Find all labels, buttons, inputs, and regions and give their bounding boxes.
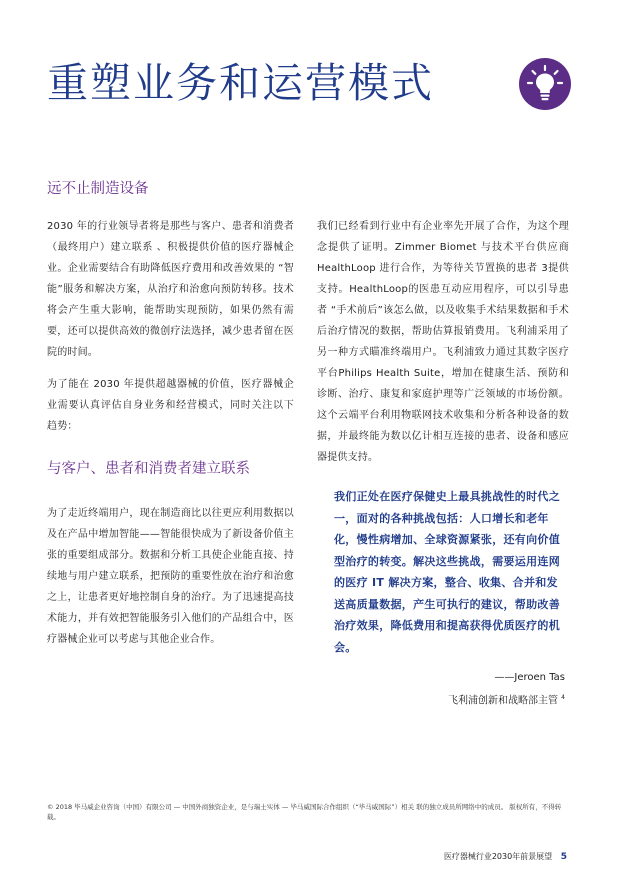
paragraph-evaluate-models: 为了能在 2030 年提供超越器械的价值，医疗器械企业需要认真评估自身业务和经营模式，同时关注以下 趋势： xyxy=(47,379,294,432)
publication-title: 医疗器械行业2030年前景展望 xyxy=(443,852,553,861)
section-heading-beyond-devices: 远不止制造设备 xyxy=(47,181,149,197)
author-title-text: 飞利浦创新和战略部主管 xyxy=(447,695,558,707)
section-heading-connect-customers: 与客户、患者和消费者建立联系 xyxy=(47,461,250,477)
page-footer xyxy=(444,851,567,863)
lightbulb-icon xyxy=(519,58,571,110)
quote-author: ——Jeroen Tas xyxy=(494,672,565,683)
page-title: 重塑业务和运营模式 xyxy=(47,59,434,107)
copyright-notice: © 2018 毕马威企业咨询（中国）有限公司 — 中国外商独资企业，是与瑞士实体 — 毕马威国际合作组织（“毕马威国际”）相关 联的独立成员所网络中的成员。 版权所有，不得转载。 xyxy=(47,803,562,821)
quote-author-title xyxy=(448,690,565,709)
paragraph-partnerships: 我们已经看到行业中有企业率先开展了合作，为这个理念提供了证明。Zimmer Biomet 与技术平台供应商 HealthLoop 进行合作，为等待关节置换的患者 3提供支持。HealthLoop的医患互动应用程序，可以引导患者 “手术前后”该怎么做，以及收集手术结果数据和手术后治疗情况的数据，帮助估算报销费用。飞利浦采用了另一种方式瞄准终端用户。飞利浦致力通过其数字医疗平台Philips Health Suite，增加在健康生活、预防和诊断、治疗、康复和家庭护理等广泛领域的市场份额。这个云端平台利用物联网技术收集和分析各种设备的数据，并最终能为数以亿计相互连接的患者、设备和感应器提供支持。 xyxy=(317,221,569,463)
lightbulb-badge xyxy=(519,58,571,110)
paragraph-end-users: 为了走近终端用户，现在制造商比以往更应利用数据以及在产品中增加智能——智能很快成为了新设备价值主张的重要组成部分。数据和分析工具使企业能直接、持续地与用户建立联系，把预防的重要性放在治疗和治愈之上，让患者更好地控制自身的治疗。为了迅速提高技术能力，并有效把智能服务引入他们的产品组合中，医疗器械企业可以考虑与其他企业合作。 xyxy=(47,508,294,645)
paragraph-industry-leaders: 2030 年的行业领导者将是那些与客户、患者和消费者（最终用户）建立联系 、积极提供价值的医疗器械企业。企业需要结合有助降低医疗费用和改善效果的 “智能”服务和解决方案，从治疗和治愈向预防转移。技术将会产生重大影响，能帮助实现预防，如果仍然有需要，还可以提供高效的微创疗法选择，减少患者留在医院的时间。 xyxy=(47,221,294,358)
pull-quote: 我们正处在医疗保健史上最具挑战性的时代之一，面对的各种挑战包括：人口增长和老年化，慢性病增加、全球资源紧张，还有向价值型治疗的转变。解决这些挑战，需要运用连网的医疗 IT 解决方案，整合、收集、合并和发送高质量数据，产生可执行的建议，帮助改善治疗效果，降低费用和提高获得优质医疗的机会。 xyxy=(334,490,560,654)
footnote-reference: 4 xyxy=(561,694,565,701)
page-number: 5 xyxy=(560,852,567,862)
